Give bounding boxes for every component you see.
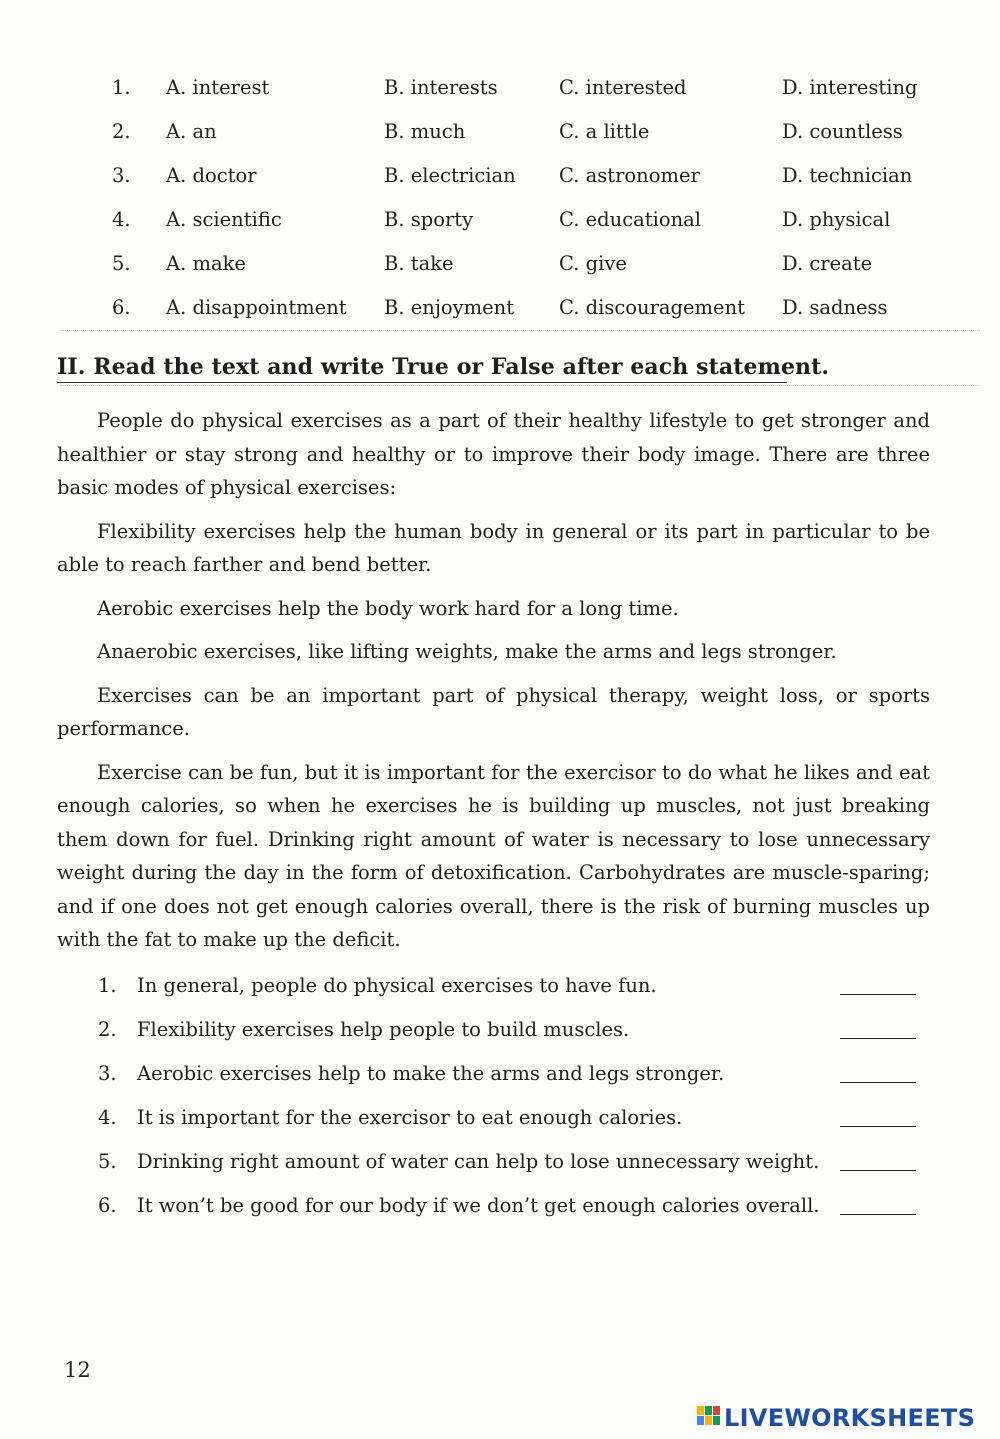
scan-artifact-line [60,330,980,331]
reading-paragraph: Anaerobic exercises, like lifting weights, make the arms and legs stronger. [97,640,837,663]
mc-number: 2. [112,120,131,143]
statement-number: 4. [98,1106,117,1129]
mc-option-a: A. disappointment [166,296,347,319]
statement-number: 6. [98,1194,117,1217]
answer-blank[interactable] [840,994,916,995]
answer-blank[interactable] [840,1170,916,1171]
mc-option-a: A. doctor [166,164,257,187]
mc-row [108,288,948,332]
liveworksheets-watermark [697,1403,975,1433]
statement-row [98,1056,923,1100]
mc-option-d: D. create [782,252,873,275]
mc-row [108,156,948,200]
mc-number: 6. [112,296,131,319]
mc-option-b: B. sporty [384,208,474,231]
mc-option-d: D. sadness [782,296,888,319]
section-title: II. Read the text and write True or False after each statement. [57,354,830,380]
statement-number: 1. [98,974,117,997]
mc-option-b: B. enjoyment [384,296,515,319]
answer-blank[interactable] [840,1082,916,1083]
reading-passage [57,404,930,967]
mc-row [108,200,948,244]
watermark-text: LIVEWORKSHEETS [724,1404,976,1432]
mc-option-a: A. make [166,252,246,275]
mc-row [108,112,948,156]
mc-option-b: B. electrician [384,164,516,187]
mc-option-d: D. countless [782,120,903,143]
statement-row [98,1012,923,1056]
liveworksheets-logo-icon [697,1404,721,1432]
mc-option-a: A. interest [166,76,270,99]
statement-number: 5. [98,1150,117,1173]
statement-row [98,1100,923,1144]
mc-option-b: B. much [384,120,466,143]
answer-blank[interactable] [840,1126,916,1127]
mc-option-d: D. technician [782,164,913,187]
statement-text: It won’t be good for our body if we don’t get enough calories overall. [137,1194,820,1217]
reading-paragraph: Exercises can be an important part of physical therapy, weight loss, or sports performance. [57,683,930,740]
statement-row [98,1144,923,1188]
statement-text: Flexibility exercises help people to build muscles. [137,1018,630,1041]
mc-row [108,68,948,112]
mc-option-c: C. interested [559,76,687,99]
reading-paragraph: Aerobic exercises help the body work hard for a long time. [97,596,679,620]
mc-option-d: D. physical [782,208,891,231]
statement-row [98,1188,923,1232]
mc-option-b: B. interests [384,76,498,99]
scan-artifact-line [60,385,980,386]
mc-option-c: C. a little [559,120,650,143]
mc-row [108,244,948,288]
reading-paragraph: People do physical exercises as a part of their healthy lifestyle to get stronger and healthier or stay strong and healthy or to improve their body image. There are three basic modes of physical exercises: [57,409,930,499]
mc-option-c: C. discouragement [559,296,745,319]
page-number: 12 [64,1358,91,1382]
mc-option-c: C. astronomer [559,164,700,187]
statement-text: It is important for the exercisor to eat enough calories. [137,1106,683,1129]
multiple-choice-table [108,68,948,332]
mc-number: 3. [112,164,131,187]
answer-blank[interactable] [840,1038,916,1039]
mc-option-c: C. give [559,252,627,275]
statement-row [98,968,923,1012]
mc-option-c: C. educational [559,208,701,231]
reading-paragraph: Exercise can be fun, but it is important for the exercisor to do what he likes and eat enough calories, so when he exercises he is building up muscles, not just breaking them down for fuel. Drinking right amount of water is necessary to lose unnecessary weight during the day in the form of detoxification. Carbohydrates are muscle-sparing; and if one does not get enough calories overall, there is the risk of burning muscles up with the fat to make up the deficit. [57,760,930,951]
mc-option-b: B. take [384,252,454,275]
mc-option-a: A. an [166,120,217,143]
statement-number: 2. [98,1018,117,1041]
mc-number: 4. [112,208,131,231]
title-underline [57,382,787,383]
reading-paragraph: Flexibility exercises help the human body in general or its part in particular to be able to reach farther and bend better. [57,519,930,576]
statement-text: Aerobic exercises help to make the arms and legs stronger. [137,1062,725,1085]
mc-number: 1. [112,76,131,99]
mc-option-a: A. scientific [166,208,282,231]
answer-blank[interactable] [840,1214,916,1215]
true-false-list [98,968,923,1232]
statement-text: In general, people do physical exercises to have fun. [137,974,657,997]
statement-text: Drinking right amount of water can help to lose unnecessary weight. [137,1150,820,1173]
mc-number: 5. [112,252,131,275]
mc-option-d: D. interesting [782,76,918,99]
statement-number: 3. [98,1062,117,1085]
